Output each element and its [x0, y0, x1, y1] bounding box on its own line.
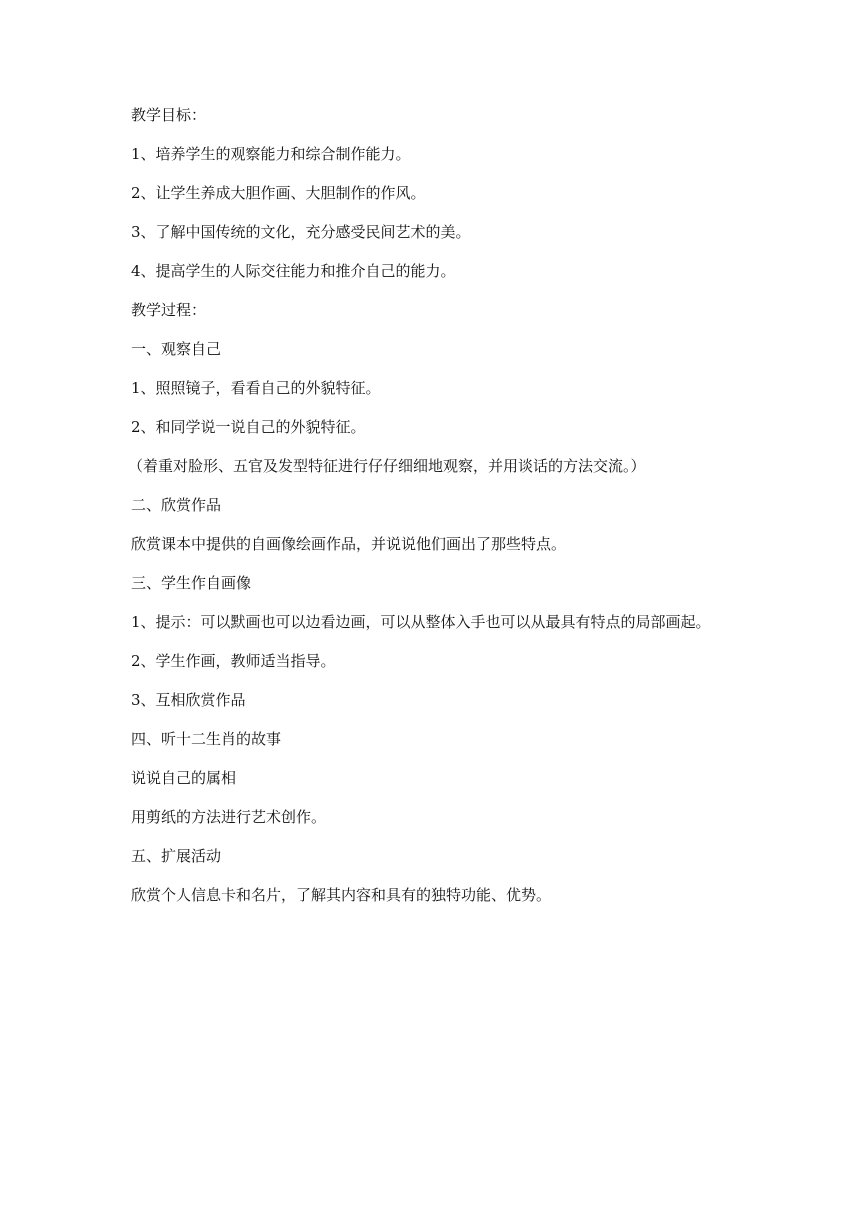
step-item: 说说自己的属相 [131, 769, 237, 787]
objective-item: 3、了解中国传统的文化，充分感受民间艺术的美。 [131, 223, 471, 241]
step-heading: 五、扩展活动 [131, 847, 222, 865]
step-heading: 一、观察自己 [131, 340, 222, 358]
step-item: 欣赏个人信息卡和名片，了解其内容和具有的独特功能、优势。 [131, 886, 552, 904]
step-heading: 三、学生作自画像 [131, 574, 252, 592]
objective-item: 4、提高学生的人际交往能力和推介自己的能力。 [131, 262, 456, 280]
document-body [128, 104, 741, 923]
step-item: 2、学生作画，教师适当指导。 [131, 652, 336, 670]
section-heading-process: 教学过程： [131, 301, 207, 319]
step-item: 1、照照镜子，看看自己的外貌特征。 [131, 379, 381, 397]
section-heading-objectives: 教学目标： [131, 106, 207, 124]
objective-item: 2、让学生养成大胆作画、大胆制作的作风。 [131, 184, 426, 202]
step-item: 欣赏课本中提供的自画像绘画作品，并说说他们画出了那些特点。 [131, 535, 567, 553]
step-heading: 四、听十二生肖的故事 [131, 730, 282, 748]
step-item: 用剪纸的方法进行艺术创作。 [131, 808, 327, 826]
step-heading: 二、欣赏作品 [131, 496, 222, 514]
step-item: 3、互相欣赏作品 [131, 691, 246, 709]
step-item: 1、提示：可以默画也可以边看边画，可以从整体入手也可以从最具有特点的局部画起。 [131, 613, 711, 631]
step-item: 2、和同学说一说自己的外貌特征。 [131, 418, 366, 436]
step-note: （着重对脸形、五官及发型特征进行仔仔细细地观察，并用谈话的方法交流。） [128, 457, 646, 475]
objective-item: 1、培养学生的观察能力和综合制作能力。 [131, 145, 411, 163]
